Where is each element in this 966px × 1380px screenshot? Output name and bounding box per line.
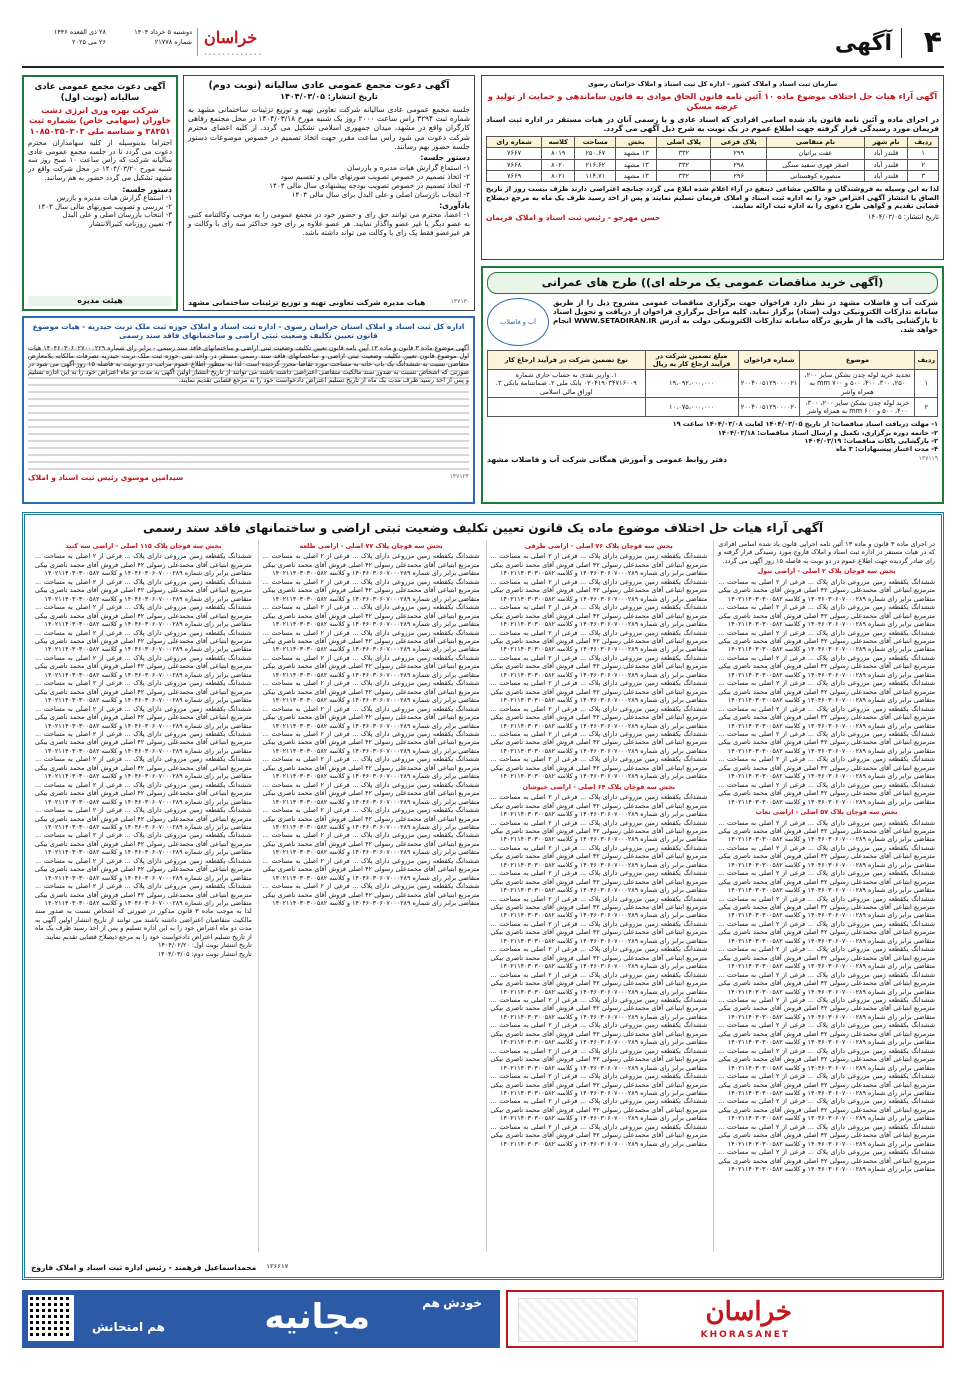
table-cell: ۱۳ مشهد — [616, 148, 657, 159]
land-section-title: بخش سه قوچان پلاک ۶۴ اصلی - اراضی خیوشان — [522, 782, 676, 791]
table-cell: تجدید خرید لوله چدن نشکن سایز ۲۰۰، ۲۵۰، ۳۰۰، ۴۰۰، ۵۰۰ و ۷۰۰ mm به همراه واشر — [800, 370, 915, 398]
land-entry: ششدانگ یکقطعه زمین مزروعی دارای پلاک ... فرعی از ۲ اصلی به مساحت ... مترمربع ابتیاعی آقای محمدعلی رسولی ۴۲ اصلی فروش آقای محمد ناصری بیکی متقاضی برابر رای شماره ۱۴۰۴۶۰۳۰۶۰۷۰۰۰۲۸۹ و کلاسه ۱۴۰۲۱۱۴۰۳۰۳۰۰۵۸۲ — [35, 552, 252, 578]
ad-land-big — [22, 512, 944, 1280]
land-entry: ششدانگ یکقطعه زمین مزروعی دارای پلاک ... فرعی از ۲ اصلی به مساحت ... مترمربع ابتیاعی آقای محمدعلی رسولی ۴۲ اصلی فروش آقای محمد ناصری بیکی متقاضی برابر رای شماره ۱۴۰۴۶۰۳۰۶۰۷۰۰۰۲۸۹ و کلاسه ۱۴۰۲۱۱۴۰۳۰۳۰۰۵۸۲ — [35, 729, 252, 755]
table-row — [487, 170, 939, 181]
table-header-cell: مبلغ تضمین شرکت در فرآیند ارجاع کار به ریال — [645, 350, 738, 369]
land-entry: ششدانگ یکقطعه زمین مزروعی دارای پلاک ... فرعی از ۲ اصلی به مساحت ... مترمربع ابتیاعی آقای محمدعلی رسولی ۴۲ اصلی فروش آقای محمد ناصری بیکی متقاضی برابر رای شماره ۱۴۰۴۶۰۳۰۶۰۷۰۰۰۲۸۹ و کلاسه ۱۴۰۲۱۱۴۰۳۰۳۰۰۵۸۲ — [718, 1148, 935, 1174]
ad-assembly1-agenda — [28, 194, 172, 229]
tender-note: ۴- مدت اعتبار پیشنهادات: ۳ ماه — [836, 445, 938, 454]
land-entry: ششدانگ یکقطعه زمین مزروعی دارای پلاک ... فرعی از ۲ اصلی به مساحت ... مترمربع ابتیاعی آقای محمدعلی رسولی ۴۲ اصلی فروش آقای محمد ناصری بیکی متقاضی برابر رای شماره ۱۴۰۴۶۰۳۰۶۰۷۰۰۰۲۸۹ و کلاسه ۱۴۰۲۱۱۴۰۳۰۳۰۰۵۸۲ — [35, 882, 252, 908]
table-cell: ۱ — [915, 370, 938, 398]
ad-tender-notes — [487, 420, 938, 453]
ad-assembly2-title: آگهی دعوت مجمع عمومی عادی سالیانه (نوبت دوم) — [208, 80, 450, 91]
table-cell: ۲۹۸ — [711, 159, 767, 170]
free-ads-banner[interactable] — [22, 1290, 500, 1348]
land-entry: ششدانگ یکقطعه زمین مزروعی دارای پلاک ... فرعی از ۲ اصلی به مساحت ... مترمربع ابتیاعی آقای محمدعلی رسولی ۴۲ اصلی فروش آقای محمد ناصری بیکی متقاضی برابر رای شماره ۱۴۰۴۶۰۳۰۶۰۷۰۰۰۲۸۹ و کلاسه ۱۴۰۲۱۱۴۰۳۰۳۰۰۵۸۲ — [262, 679, 480, 705]
table-cell: ۱ — [908, 148, 939, 159]
land-entry: ششدانگ یکقطعه زمین مزروعی دارای پلاک ... فرعی از ۲ اصلی به مساحت ... مترمربع ابتیاعی آقای محمدعلی رسولی ۴۲ اصلی فروش آقای محمد ناصری بیکی متقاضی برابر رای شماره ۱۴۰۴۶۰۳۰۶۰۷۰۰۰۲۸۹ و کلاسه ۱۴۰۲۱۱۴۰۳۰۳۰۰۵۸۲ — [262, 603, 480, 629]
table-row — [488, 370, 938, 398]
table-cell — [488, 397, 646, 416]
table-cell: اصغر فهری سفید سنگی — [767, 159, 864, 170]
ad-tender-sign: دفتر روابط عمومی و آموزش همگانی شرکت آب و فاضلاب مشهد — [487, 455, 728, 465]
ad-land-big-title: آگهی آراء هیات حل اختلاف موضوع ماده یک قانون تعیین تکلیف وضعیت ثبتی اراضی و ساختمانهای فاقد سند رسمی — [142, 521, 823, 535]
agenda-item: ۲- بررسی و تصویب صورتهای مالی سال ۱۴۰۳ — [37, 202, 172, 211]
ad-assembly2-date: تاریخ انتشار: ۱۴۰۴/۰۳/۰۵ — [280, 91, 378, 101]
land-column — [31, 540, 252, 1252]
agenda-item: ۱- استماع گزارش هیات مدیره و بازرسان — [347, 162, 470, 172]
land-entry: ششدانگ یکقطعه زمین مزروعی دارای پلاک ... فرعی از ۲ اصلی به مساحت ... مترمربع ابتیاعی آقای محمدعلی رسولی ۴۲ اصلی فروش آقای محمد ناصری بیکی متقاضی برابر رای شماره ۱۴۰۴۶۰۳۰۶۰۷۰۰۰۲۸۹ و کلاسه ۱۴۰۲۱۱۴۰۳۰۳۰۰۵۸۲ — [490, 843, 708, 869]
land-entry: ششدانگ یکقطعه زمین مزروعی دارای پلاک ... فرعی از ۲ اصلی به مساحت ... مترمربع ابتیاعی آقای محمدعلی رسولی ۴۲ اصلی فروش آقای محمد ناصری بیکی متقاضی برابر رای شماره ۱۴۰۴۶۰۳۰۶۰۷۰۰۰۲۸۹ و کلاسه ۱۴۰۲۱۱۴۰۳۰۳۰۰۵۸۲ — [35, 856, 252, 882]
land-entry: ششدانگ یکقطعه زمین مزروعی دارای پلاک ... فرعی از ۲ اصلی به مساحت ... مترمربع ابتیاعی آقای محمدعلی رسولی ۴۲ اصلی فروش آقای محمد ناصری بیکی متقاضی برابر رای شماره ۱۴۰۴۶۰۳۰۶۰۷۰۰۰۲۸۹ و کلاسه ۱۴۰۲۱۱۴۰۳۰۳۰۰۵۸۲ — [262, 831, 480, 857]
table-header-cell: نام متقاضی — [767, 137, 864, 148]
ad-tender-code: ۱۳۷۱۱۹ — [918, 455, 938, 463]
ad-land-small-code: ۱۳۷۱۲۴ — [449, 472, 469, 480]
land-entry: ششدانگ یکقطعه زمین مزروعی دارای پلاک ... فرعی از ۲ اصلی به مساحت ... مترمربع ابتیاعی آقای محمدعلی رسولی ۴۲ اصلی فروش آقای محمد ناصری بیکی متقاضی برابر رای شماره ۱۴۰۴۶۰۳۰۶۰۷۰۰۰۲۸۹ و کلاسه ۱۴۰۲۱۱۴۰۳۰۳۰۰۵۸۲ — [262, 856, 480, 882]
land-entry: ششدانگ یکقطعه زمین مزروعی دارای پلاک ... فرعی از ۲ اصلی به مساحت ... مترمربع ابتیاعی آقای محمدعلی رسولی ۴۲ اصلی فروش آقای محمد ناصری بیکی متقاضی برابر رای شماره ۱۴۰۴۶۰۳۰۶۰۷۰۰۰۲۸۹ و کلاسه ۱۴۰۲۱۱۴۰۳۰۳۰۰۵۸۲ — [718, 1122, 935, 1148]
land-entry: ششدانگ یکقطعه زمین مزروعی دارای پلاک ... فرعی از ۲ اصلی به مساحت ... مترمربع ابتیاعی آقای محمدعلی رسولی ۴۲ اصلی فروش آقای محمد ناصری بیکی متقاضی برابر رای شماره ۱۴۰۴۶۰۳۰۶۰۷۰۰۰۲۸۹ و کلاسه ۱۴۰۲۱۱۴۰۳۰۳۰۰۵۸۲ — [718, 679, 935, 705]
land-entry: ششدانگ یکقطعه زمین مزروعی دارای پلاک ... فرعی از ۲ اصلی به مساحت ... مترمربع ابتیاعی آقای محمدعلی رسولی ۴۲ اصلی فروش آقای محمد ناصری بیکی متقاضی برابر رای شماره ۱۴۰۴۶۰۳۰۶۰۷۰۰۰۲۸۹ و کلاسه ۱۴۰۲۱۱۴۰۳۰۳۰۰۵۸۲ — [490, 755, 708, 781]
ad-assembly2-sign: هیات مدیره شرکت تعاونی تهیه و توزیع تزئینات ساختمانی مشهد — [188, 297, 426, 307]
banner-image — [518, 1298, 638, 1342]
banner-big-text: مجانیه — [264, 1297, 370, 1337]
land-entry: ششدانگ یکقطعه زمین مزروعی دارای پلاک ... فرعی از ۲ اصلی به مساحت ... مترمربع ابتیاعی آقای محمدعلی رسولی ۴۲ اصلی فروش آقای محمد ناصری بیکی متقاضی برابر رای شماره ۱۴۰۴۶۰۳۰۶۰۷۰۰۰۲۸۹ و کلاسه ۱۴۰۲۱۱۴۰۳۰۳۰۰۵۸۲ — [490, 919, 708, 945]
table-header-cell: بخش — [616, 137, 657, 148]
gregorian-line: ۲۶ می ۲۰۲۵ — [72, 37, 106, 46]
land-entry: ششدانگ یکقطعه زمین مزروعی دارای پلاک ... فرعی از ۲ اصلی به مساحت ... مترمربع ابتیاعی آقای محمدعلی رسولی ۴۲ اصلی فروش آقای محمد ناصری بیکی متقاضی برابر رای شماره ۱۴۰۴۶۰۳۰۶۰۷۰۰۰۲۸۹ و کلاسه ۱۴۰۲۱۱۴۰۳۰۳۰۰۵۸۲ — [490, 552, 708, 578]
ad-assembly2-agenda — [188, 163, 470, 199]
ad-land-small-sign: سیدامین موسوی رئیس ثبت اسناد و املاک — [28, 472, 184, 482]
banner-text-1: خودش — [443, 1296, 482, 1310]
land-date: تاریخ انتشار نوبت دوم: ۱۴۰۴/۰۳/۰۵ — [157, 949, 252, 958]
land-entry: ششدانگ یکقطعه زمین مزروعی دارای پلاک ... فرعی از ۲ اصلی به مساحت ... مترمربع ابتیاعی آقای محمدعلی رسولی ۴۲ اصلی فروش آقای محمد ناصری بیکی متقاضی برابر رای شماره ۱۴۰۴۶۰۳۰۶۰۷۰۰۰۲۸۹ و کلاسه ۱۴۰۲۱۱۴۰۳۰۳۰۰۵۸۲ — [490, 894, 708, 920]
land-column — [486, 540, 708, 1252]
land-entry: ششدانگ یکقطعه زمین مزروعی دارای پلاک ... فرعی از ۲ اصلی به مساحت ... مترمربع ابتیاعی آقای محمدعلی رسولی ۴۲ اصلی فروش آقای محمد ناصری بیکی متقاضی برابر رای شماره ۱۴۰۴۶۰۳۰۶۰۷۰۰۰۲۸۹ و کلاسه ۱۴۰۲۱۱۴۰۳۰۳۰۰۵۸۲ — [718, 869, 935, 895]
land-entry: ششدانگ یکقطعه زمین مزروعی دارای پلاک ... فرعی از ۲ اصلی به مساحت ... مترمربع ابتیاعی آقای محمدعلی رسولی ۴۲ اصلی فروش آقای محمد ناصری بیکی متقاضی برابر رای شماره ۱۴۰۴۶۰۳۰۶۰۷۰۰۰۲۸۹ و کلاسه ۱۴۰۲۱۱۴۰۳۰۳۰۰۵۸۲ — [718, 1097, 935, 1123]
table-cell: ۱. واریز نقدی به حساب جاری شماره ۰۲۰۴۱۹۰۳۴۷۱۶۰۰۹ بانک ملی ۲. ضمانتنامه بانکی ۳. اوراق مالی اسلامی — [488, 370, 646, 398]
ad-assembly2-code: ۱۳۷۱۳۰ — [450, 297, 470, 305]
agenda-item: ۴- تعیین روزنامه کثیرالانتشار — [89, 220, 172, 229]
table-cell: ۲۹۶ — [711, 170, 767, 181]
land-entry: ششدانگ یکقطعه زمین مزروعی دارای پلاک ... فرعی از ۲ اصلی به مساحت ... مترمربع ابتیاعی آقای محمدعلی رسولی ۴۲ اصلی فروش آقای محمد ناصری بیکی متقاضی برابر رای شماره ۱۴۰۴۶۰۳۰۶۰۷۰۰۰۲۸۹ و کلاسه ۱۴۰۲۱۱۴۰۳۰۳۰۰۵۸۲ — [490, 996, 708, 1021]
land-entry: ششدانگ یکقطعه زمین مزروعی دارای پلاک ... فرعی از ۲ اصلی به مساحت ... مترمربع ابتیاعی آقای محمدعلی رسولی ۴۲ اصلی فروش آقای محمد ناصری بیکی متقاضی برابر رای شماره ۱۴۰۴۶۰۳۰۶۰۷۰۰۰۲۸۹ و کلاسه ۱۴۰۲۱۱۴۰۳۰۳۰۰۵۸۲ — [490, 577, 708, 603]
land-entry: ششدانگ یکقطعه زمین مزروعی دارای پلاک ... فرعی از ۲ اصلی به مساحت ... مترمربع ابتیاعی آقای محمدعلی رسولی ۴۲ اصلی فروش آقای محمد ناصری بیکی متقاضی برابر رای شماره ۱۴۰۴۶۰۳۰۶۰۷۰۰۰۲۸۹ و کلاسه ۱۴۰۲۱۱۴۰۳۰۳۰۰۵۸۲ — [35, 806, 252, 831]
land-footer: لذا به موجب ماده ۳ قانون مذکور در صورتی که اشخاص نسبت به صدور سند مالکیت متقاضیان اعتراضی داشته باشند می توانند از تاریخ انتشار اولین آگهی به مدت دو ماه اعتراض خود را به این اداره تسلیم و پس از اخذ رسید ظرف یک ماه از تاریخ تسلیم اعتراض دادخواست خود را به مرجع ذیصلاح قضایی تقدیم نمایند. — [35, 907, 252, 941]
land-entry: ششدانگ یکقطعه زمین مزروعی دارای پلاک ... فرعی از ۲ اصلی به مساحت ... مترمربع ابتیاعی آقای محمدعلی رسولی ۴۲ اصلی فروش آقای محمد ناصری بیکی متقاضی برابر رای شماره ۱۴۰۴۶۰۳۰۶۰۷۰۰۰۲۸۹ و کلاسه ۱۴۰۲۱۱۴۰۳۰۳۰۰۵۸۲ — [35, 628, 252, 654]
ad-dispute-title: آگهی آراء هیات حل اختلاف موضوع ماده ۱۰ آئین نامه قانون الحاق موادی به قانون ساماندهی و حمایت از تولید و عرضه مسکن — [487, 91, 938, 112]
table-cell: ۲ — [915, 397, 938, 416]
land-entry: ششدانگ یکقطعه زمین مزروعی دارای پلاک ... فرعی از ۲ اصلی به مساحت ... مترمربع ابتیاعی آقای محمدعلی رسولی ۴۲ اصلی فروش آقای محمد ناصری بیکی متقاضی برابر رای شماره ۱۴۰۴۶۰۳۰۶۰۷۰۰۰۲۸۹ و کلاسه ۱۴۰۲۱۱۴۰۳۰۳۰۰۵۸۲ — [262, 704, 480, 730]
table-row — [488, 397, 938, 416]
table-cell: خرید لوله چدن نشکن سایز ۲۰۰، ۳۰۰، ۴۰۰، ۵۰۰ و ۶۰۰ mm به همراه واشر — [800, 397, 915, 416]
land-column — [713, 540, 935, 1252]
land-entry: ششدانگ یکقطعه زمین مزروعی دارای پلاک ... فرعی از ۲ اصلی به مساحت ... مترمربع ابتیاعی آقای محمدعلی رسولی ۴۲ اصلی فروش آقای محمد ناصری بیکی متقاضی برابر رای شماره ۱۴۰۴۶۰۳۰۶۰۷۰۰۰۲۸۹ و کلاسه ۱۴۰۲۱۱۴۰۳۰۳۰۰۵۸۲ — [35, 755, 252, 781]
land-entry: ششدانگ یکقطعه زمین مزروعی دارای پلاک ... فرعی از ۲ اصلی به مساحت ... مترمربع ابتیاعی آقای محمدعلی رسولی ۴۲ اصلی فروش آقای محمد ناصری بیکی متقاضی برابر رای شماره ۱۴۰۴۶۰۳۰۶۰۷۰۰۰۲۸۹ و کلاسه ۱۴۰۲۱۱۴۰۳۰۳۰۰۵۸۲ — [262, 755, 480, 781]
agenda-item: ۲- اتخاذ تصمیم در خصوص تصویب صورتهای مالی و تقسیم سود — [280, 171, 470, 181]
ad-assembly1-company: شرکت بهره وری انرژی دشت خاوران (سهامی خاص) بشماره ثبت ۳۸۳۵۱ و شناسه ملی ۱۰۸۵۰۳۵۰۳۰۳ — [29, 105, 171, 136]
ad-land-big-sign: محمداسماعیل فرهمند - رئیس اداره ثبت اسناد و املاک فاروج — [31, 1262, 257, 1272]
khorasanet-logo-fa: خراسان — [705, 1297, 792, 1327]
table-header-cell: پلاک اصلی — [657, 137, 711, 148]
date-info — [122, 28, 192, 48]
land-entry: ششدانگ یکقطعه زمین مزروعی دارای پلاک ... فرعی از ۲ اصلی به مساحت ... مترمربع ابتیاعی آقای محمدعلی رسولی ۴۲ اصلی فروش آقای محمد ناصری بیکی متقاضی برابر رای شماره ۱۴۰۴۶۰۳۰۶۰۷۰۰۰۲۸۹ و کلاسه ۱۴۰۲۱۱۴۰۳۰۳۰۰۵۸۲ — [490, 793, 708, 819]
land-date: تاریخ انتشار نوبت اول: ۱۴۰۴/۰۲/۲۰ — [158, 941, 252, 950]
land-entry: ششدانگ یکقطعه زمین مزروعی دارای پلاک ... فرعی از ۲ اصلی به مساحت ... مترمربع ابتیاعی آقای محمدعلی رسولی ۴۲ اصلی فروش آقای محمد ناصری بیکی متقاضی برابر رای شماره ۱۴۰۴۶۰۳۰۶۰۷۰۰۰۲۸۹ و کلاسه ۱۴۰۲۱۱۴۰۳۰۳۰۰۵۸۲ — [262, 577, 480, 603]
land-entry: ششدانگ یکقطعه زمین مزروعی دارای پلاک ... فرعی از ۲ اصلی به مساحت ... مترمربع ابتیاعی آقای محمدعلی رسولی ۴۲ اصلی فروش آقای محمد ناصری بیکی متقاضی برابر رای شماره ۱۴۰۴۶۰۳۰۶۰۷۰۰۰۲۸۹ و کلاسه ۱۴۰۲۱۱۴۰۳۰۳۰۰۵۸۲ — [718, 729, 935, 755]
table-cell: ۱۹،۰۹۲،۰۰۰،۰۰۰ — [645, 370, 738, 398]
land-entry: ششدانگ یکقطعه زمین مزروعی دارای پلاک ... فرعی از ۲ اصلی به مساحت ... مترمربع ابتیاعی آقای محمدعلی رسولی ۴۲ اصلی فروش آقای محمد ناصری بیکی متقاضی برابر رای شماره ۱۴۰۴۶۰۳۰۶۰۷۰۰۰۲۸۹ و کلاسه ۱۴۰۲۱۱۴۰۳۰۳۰۰۵۸۲ — [490, 818, 708, 844]
table-cell: ۳ — [908, 170, 939, 181]
table-cell: ۲ — [908, 159, 939, 170]
table-cell: ۲۰۰۴۰۰۵۱۲۹۰۰۰۰۲۱ — [738, 370, 800, 398]
land-entry: ششدانگ یکقطعه زمین مزروعی دارای پلاک ... فرعی از ۲ اصلی به مساحت ... مترمربع ابتیاعی آقای محمدعلی رسولی ۴۲ اصلی فروش آقای محمد ناصری بیکی متقاضی برابر رای شماره ۱۴۰۴۶۰۳۰۶۰۷۰۰۰۲۸۹ و کلاسه ۱۴۰۲۱۱۴۰۳۰۳۰۰۵۸۲ — [490, 628, 708, 654]
khorasanet-logo-en: KHORASANET — [700, 1330, 790, 1340]
table-cell: ۲۱۶.۶۲ — [575, 159, 616, 170]
banner-text-3: هم — [422, 1296, 440, 1310]
land-entry: ششدانگ یکقطعه زمین مزروعی دارای پلاک ... فرعی از ۲ اصلی به مساحت ... مترمربع ابتیاعی آقای محمدعلی رسولی ۴۲ اصلی فروش آقای محمد ناصری بیکی متقاضی برابر رای شماره ۱۴۰۴۶۰۳۰۶۰۷۰۰۰۲۸۹ و کلاسه ۱۴۰۲۱۱۴۰۳۰۳۰۰۵۸۲ — [718, 1046, 935, 1072]
table-header-cell: مساحت — [575, 137, 616, 148]
header-rule — [22, 66, 944, 68]
issue-line: شماره ۲۱۷۷۸ — [154, 37, 192, 46]
land-entry: ششدانگ یکقطعه زمین مزروعی دارای پلاک ... فرعی از ۲ اصلی به مساحت ... مترمربع ابتیاعی آقای محمدعلی رسولی ۴۲ اصلی فروش آقای محمد ناصری بیکی متقاضی برابر رای شماره ۱۴۰۴۶۰۳۰۶۰۷۰۰۰۲۸۹ و کلاسه ۱۴۰۲۱۱۴۰۳۰۳۰۰۵۸۲ — [490, 945, 708, 971]
land-entry: ششدانگ یکقطعه زمین مزروعی دارای پلاک ... فرعی از ۲ اصلی به مساحت ... مترمربع ابتیاعی آقای محمدعلی رسولی ۴۲ اصلی فروش آقای محمد ناصری بیکی متقاضی برابر رای شماره ۱۴۰۴۶۰۳۰۶۰۷۰۰۰۲۸۹ و کلاسه ۱۴۰۲۱۱۴۰۳۰۳۰۰۵۸۲ — [718, 818, 935, 844]
land-entry: ششدانگ یکقطعه زمین مزروعی دارای پلاک ... فرعی از ۲ اصلی به مساحت ... مترمربع ابتیاعی آقای محمدعلی رسولی ۴۲ اصلی فروش آقای محمد ناصری بیکی متقاضی برابر رای شماره ۱۴۰۴۶۰۳۰۶۰۷۰۰۰۲۸۹ و کلاسه ۱۴۰۲۱۱۴۰۳۰۳۰۰۵۸۲ — [490, 869, 708, 895]
table-cell: قلندر آباد — [864, 159, 908, 170]
land-section-title: بخش سه قوچان پلاک ۵۷ اصلی - اراضی نغاب — [755, 808, 898, 817]
table-row — [487, 148, 939, 159]
table-cell: ۸۰۲۰ — [542, 159, 575, 170]
land-entry: ششدانگ یکقطعه زمین مزروعی دارای پلاک ... فرعی از ۲ اصلی به مساحت ... مترمربع ابتیاعی آقای محمدعلی رسولی ۴۲ اصلی فروش آقای محمد ناصری بیکی متقاضی برابر رای شماره ۱۴۰۴۶۰۳۰۶۰۷۰۰۰۲۸۹ و کلاسه ۱۴۰۲۱۱۴۰۳۰۳۰۰۵۸۲ — [718, 1072, 935, 1097]
agenda-item: ۱- استماع گزارش هیات مدیره و بازرس — [56, 193, 172, 202]
table-cell: ۱۱۴.۷۱ — [575, 170, 616, 181]
land-section-title: بخش سه قوچان پلاک ۷۶ اصلی - اراضی طرقی — [525, 542, 673, 550]
ad-tender — [481, 266, 944, 504]
ad-dispute-date: تاریخ انتشار: ۱۴۰۴/۰۳/۰۵ — [867, 212, 939, 221]
land-intro: در اجرای ماده ۳ قانون و ماده ۱۳ آئین نامه اجرایی قانون یاد شده اسامی افرادی که در هیات مستقر در اداره ثبت اسناد و املاک فاروج مورد رسیدگی قرار گرفته و رای صادر گردیده جهت اطلاع عموم در دو نوبت به فاصله ۱۵ روز آگهی می گردد. — [718, 540, 935, 565]
land-entry: ششدانگ یکقطعه زمین مزروعی دارای پلاک ... فرعی از ۲ اصلی به مساحت ... مترمربع ابتیاعی آقای محمدعلی رسولی ۴۲ اصلی فروش آقای محمد ناصری بیکی متقاضی برابر رای شماره ۱۴۰۴۶۰۳۰۶۰۷۰۰۰۲۸۹ و کلاسه ۱۴۰۲۱۱۴۰۳۰۳۰۰۵۸۲ — [262, 806, 480, 831]
ad-assembly1-agenda-title: دستور جلسه: — [122, 184, 172, 194]
land-entry: ششدانگ یکقطعه زمین مزروعی دارای پلاک ... فرعی از ۲ اصلی به مساحت ... مترمربع ابتیاعی آقای محمدعلی رسولی ۴۲ اصلی فروش آقای محمد ناصری بیکی متقاضی برابر رای شماره ۱۴۰۴۶۰۳۰۶۰۷۰۰۰۲۸۹ و کلاسه ۱۴۰۲۱۱۴۰۳۰۳۰۰۵۸۲ — [262, 628, 480, 654]
agenda-item: ۳- اتخاذ تصمیم در خصوص تصویب بودجه پیشنهادی سال مالی ۱۴۰۴ — [269, 180, 470, 190]
newspaper-logo: خراسان — [204, 28, 258, 47]
land-entry: ششدانگ یکقطعه زمین مزروعی دارای پلاک ... فرعی از ۲ اصلی به مساحت ... مترمربع ابتیاعی آقای محمدعلی رسولی ۴۲ اصلی فروش آقای محمد ناصری بیکی متقاضی برابر رای شماره ۱۴۰۴۶۰۳۰۶۰۷۰۰۰۲۸۹ و کلاسه ۱۴۰۲۱۱۴۰۳۰۳۰۰۵۸۲ — [35, 679, 252, 705]
header-separator — [901, 28, 902, 58]
land-entry: ششدانگ یکقطعه زمین مزروعی دارای پلاک ... فرعی از ۲ اصلی به مساحت ... مترمربع ابتیاعی آقای محمدعلی رسولی ۴۲ اصلی فروش آقای محمد ناصری بیکی متقاضی برابر رای شماره ۱۴۰۴۶۰۳۰۶۰۷۰۰۰۲۸۹ و کلاسه ۱۴۰۲۱۱۴۰۳۰۳۰۰۵۸۲ — [490, 679, 708, 705]
hijri-line: ۲۸ ذی القعده ۱۴۴۶ — [53, 28, 106, 36]
table-row — [487, 159, 939, 170]
land-entry: ششدانگ یکقطعه زمین مزروعی دارای پلاک ... فرعی از ۲ اصلی به مساحت ... مترمربع ابتیاعی آقای محمدعلی رسولی ۴۲ اصلی فروش آقای محمد ناصری بیکی متقاضی برابر رای شماره ۱۴۰۴۶۰۳۰۶۰۷۰۰۰۲۸۹ و کلاسه ۱۴۰۲۱۱۴۰۳۰۳۰۰۵۸۲ — [490, 1046, 708, 1072]
ad-dispute-footer: لذا به این وسیله به فروشندگان و مالکین مشاعی ذینفع در آراء اعلام شده ابلاغ می گردد چنانچه اعتراضی دارند ظرف بیست روز از تاریخ الصاق یا انتشار آگهی اعتراض خود را به اداره ثبت اسناد و املاک فریمان تسلیم نمایند و پس از اخذ رسید ظرف یک ماه به مرجع ذیصلاح قضایی تقدیم و گواهی طرح دعوی را به اداره ثبت ارائه نمایند. — [486, 185, 939, 211]
table-cell: منصوره کوهستانی — [767, 170, 864, 181]
land-entry: ششدانگ یکقطعه زمین مزروعی دارای پلاک ... فرعی از ۲ اصلی به مساحت ... مترمربع ابتیاعی آقای محمدعلی رسولی ۴۲ اصلی فروش آقای محمد ناصری بیکی متقاضی برابر رای شماره ۱۴۰۴۶۰۳۰۶۰۷۰۰۰۲۸۹ و کلاسه ۱۴۰۲۱۱۴۰۳۰۳۰۰۵۸۲ — [490, 1122, 708, 1148]
land-entry: ششدانگ یکقطعه زمین مزروعی دارای پلاک ... فرعی از ۲ اصلی به مساحت ... مترمربع ابتیاعی آقای محمدعلی رسولی ۴۲ اصلی فروش آقای محمد ناصری بیکی متقاضی برابر رای شماره ۱۴۰۴۶۰۳۰۶۰۷۰۰۰۲۸۹ و کلاسه ۱۴۰۲۱۱۴۰۳۰۳۰۰۵۸۲ — [718, 577, 935, 603]
ad-tender-table — [487, 350, 938, 418]
table-cell: ۲۰۰۴۰۰۵۱۲۹۰۰۰۰۲۰ — [738, 397, 800, 416]
table-header-cell: نوع تضمین شرکت در فرآیند ارجاع کار — [488, 350, 646, 369]
qr-code-icon — [28, 1295, 74, 1341]
table-cell: ۲۹۹ — [711, 148, 767, 159]
agenda-item: ۴- انتخاب بازرسان اصلی و علی البدل برای سال مالی ۱۴۰۴ — [291, 189, 470, 199]
land-entry: ششدانگ یکقطعه زمین مزروعی دارای پلاک ... فرعی از ۲ اصلی به مساحت ... مترمربع ابتیاعی آقای محمدعلی رسولی ۴۲ اصلی فروش آقای محمد ناصری بیکی متقاضی برابر رای شماره ۱۴۰۴۶۰۳۰۶۰۷۰۰۰۲۸۹ و کلاسه ۱۴۰۲۱۱۴۰۳۰۳۰۰۵۸۲ — [35, 603, 252, 629]
table-header-cell: شماره رای — [487, 137, 542, 148]
land-entry: ششدانگ یکقطعه زمین مزروعی دارای پلاک ... فرعی از ۲ اصلی به مساحت ... مترمربع ابتیاعی آقای محمدعلی رسولی ۴۲ اصلی فروش آقای محمد ناصری بیکی متقاضی برابر رای شماره ۱۴۰۴۶۰۳۰۶۰۷۰۰۰۲۸۹ و کلاسه ۱۴۰۲۱۱۴۰۳۰۳۰۰۵۸۲ — [718, 919, 935, 945]
ad-dispute-sign: حسن مهرجو - رئیس ثبت اسناد و املاک فریمان — [486, 212, 661, 222]
land-entry: ششدانگ یکقطعه زمین مزروعی دارای پلاک ... فرعی از ۲ اصلی به مساحت ... مترمربع ابتیاعی آقای محمدعلی رسولی ۴۲ اصلی فروش آقای محمد ناصری بیکی متقاضی برابر رای شماره ۱۴۰۴۶۰۳۰۶۰۷۰۰۰۲۸۹ و کلاسه ۱۴۰۲۱۱۴۰۳۰۳۰۰۵۸۲ — [262, 729, 480, 755]
ad-dispute — [481, 75, 944, 260]
page-section: آگهی — [834, 31, 892, 56]
ad-tender-title: (آگهی خرید مناقصات عمومی یک مرحله ای)) طرح های عمرانی — [541, 276, 884, 289]
ad-assembly2-notes-title: یادآوری: — [439, 200, 470, 210]
land-entry: ششدانگ یکقطعه زمین مزروعی دارای پلاک ... فرعی از ۲ اصلی به مساحت ... مترمربع ابتیاعی آقای محمدعلی رسولی ۴۲ اصلی فروش آقای محمد ناصری بیکی متقاضی برابر رای شماره ۱۴۰۴۶۰۳۰۶۰۷۰۰۰۲۸۹ و کلاسه ۱۴۰۲۱۱۴۰۳۰۳۰۰۵۸۲ — [490, 729, 708, 755]
land-entry: ششدانگ یکقطعه زمین مزروعی دارای پلاک ... فرعی از ۲ اصلی به مساحت ... مترمربع ابتیاعی آقای محمدعلی رسولی ۴۲ اصلی فروش آقای محمد ناصری بیکی متقاضی برابر رای شماره ۱۴۰۴۶۰۳۰۶۰۷۰۰۰۲۸۹ و کلاسه ۱۴۰۲۱۱۴۰۳۰۳۰۰۵۸۲ — [35, 704, 252, 730]
land-entry: ششدانگ یکقطعه زمین مزروعی دارای پلاک ... فرعی از ۲ اصلی به مساحت ... مترمربع ابتیاعی آقای محمدعلی رسولی ۴۲ اصلی فروش آقای محمد ناصری بیکی متقاضی برابر رای شماره ۱۴۰۴۶۰۳۰۶۰۷۰۰۰۲۸۹ و کلاسه ۱۴۰۲۱۱۴۰۳۰۳۰۰۵۸۲ — [35, 831, 252, 857]
ad-dispute-org: سازمان ثبت اسناد و املاک کشور - اداره کل ثبت اسناد و املاک خراسان رضوی — [587, 80, 838, 88]
tender-note: ۳- بازگشایی پاکات مناقصات: ۱۴۰۴/۰۳/۱۹ — [804, 436, 938, 445]
land-entry: ششدانگ یکقطعه زمین مزروعی دارای پلاک ... فرعی از ۲ اصلی به مساحت ... مترمربع ابتیاعی آقای محمدعلی رسولی ۴۲ اصلی فروش آقای محمد ناصری بیکی متقاضی برابر رای شماره ۱۴۰۴۶۰۳۰۶۰۷۰۰۰۲۸۹ و کلاسه ۱۴۰۲۱۱۴۰۳۰۳۰۰۵۸۲ — [262, 653, 480, 679]
land-entry: ششدانگ یکقطعه زمین مزروعی دارای پلاک ... فرعی از ۲ اصلی به مساحت ... مترمربع ابتیاعی آقای محمدعلی رسولی ۴۲ اصلی فروش آقای محمد ناصری بیکی متقاضی برابر رای شماره ۱۴۰۴۶۰۳۰۶۰۷۰۰۰۲۸۹ و کلاسه ۱۴۰۲۱۱۴۰۳۰۳۰۰۵۸۲ — [35, 780, 252, 806]
table-cell: ۷۶۶۷ — [487, 148, 542, 159]
date-line: دوشنبه ۵ خرداد ۱۴۰۴ — [134, 28, 192, 36]
banner-text-2: هم امتحانش — [92, 1320, 165, 1334]
header-divider — [197, 28, 198, 56]
agenda-item: ۳- انتخاب بازرسان اصلی و علی البدل — [62, 211, 172, 220]
ad-assembly-second — [183, 75, 475, 311]
land-entry: ششدانگ یکقطعه زمین مزروعی دارای پلاک ... فرعی از ۲ اصلی به مساحت ... مترمربع ابتیاعی آقای محمدعلی رسولی ۴۲ اصلی فروش آقای محمد ناصری بیکی متقاضی برابر رای شماره ۱۴۰۴۶۰۳۰۶۰۷۰۰۰۲۸۹ و کلاسه ۱۴۰۲۱۱۴۰۳۰۳۰۰۵۸۲ — [718, 1021, 935, 1047]
land-entry: ششدانگ یکقطعه زمین مزروعی دارای پلاک ... فرعی از ۲ اصلی به مساحت ... مترمربع ابتیاعی آقای محمدعلی رسولی ۴۲ اصلی فروش آقای محمد ناصری بیکی متقاضی برابر رای شماره ۱۴۰۴۶۰۳۰۶۰۷۰۰۰۲۸۹ و کلاسه ۱۴۰۲۱۱۴۰۳۰۳۰۰۵۸۲ — [718, 755, 935, 781]
tender-note: ۱- مهلت دریافت اسناد مناقصات: از تاریخ ۱۴۰۴/۰۳/۰۵ لغایت ۱۴۰۴/۰۳/۰۸ ساعت ۱۹ — [672, 420, 938, 429]
land-entry: ششدانگ یکقطعه زمین مزروعی دارای پلاک ... فرعی از ۲ اصلی به مساحت ... مترمربع ابتیاعی آقای محمدعلی رسولی ۴۲ اصلی فروش آقای محمد ناصری بیکی متقاضی برابر رای شماره ۱۴۰۴۶۰۳۰۶۰۷۰۰۰۲۸۹ و کلاسه ۱۴۰۲۱۱۴۰۳۰۳۰۰۵۸۲ — [718, 843, 935, 869]
land-entry: ششدانگ یکقطعه زمین مزروعی دارای پلاک ... فرعی از ۲ اصلی به مساحت ... مترمربع ابتیاعی آقای محمدعلی رسولی ۴۲ اصلی فروش آقای محمد ناصری بیکی متقاضی برابر رای شماره ۱۴۰۴۶۰۳۰۶۰۷۰۰۰۲۸۹ و کلاسه ۱۴۰۲۱۱۴۰۳۰۳۰۰۵۸۲ — [718, 704, 935, 730]
land-entry: ششدانگ یکقطعه زمین مزروعی دارای پلاک ... فرعی از ۲ اصلی به مساحت ... مترمربع ابتیاعی آقای محمدعلی رسولی ۴۲ اصلی فروش آقای محمد ناصری بیکی متقاضی برابر رای شماره ۱۴۰۴۶۰۳۰۶۰۷۰۰۰۲۸۹ و کلاسه ۱۴۰۲۱۱۴۰۳۰۳۰۰۵۸۲ — [35, 577, 252, 603]
land-entry: ششدانگ یکقطعه زمین مزروعی دارای پلاک ... فرعی از ۲ اصلی به مساحت ... مترمربع ابتیاعی آقای محمدعلی رسولی ۴۲ اصلی فروش آقای محمد ناصری بیکی متقاضی برابر رای شماره ۱۴۰۴۶۰۳۰۶۰۷۰۰۰۲۸۹ و کلاسه ۱۴۰۲۱۱۴۰۳۰۳۰۰۵۸۲ — [262, 552, 480, 578]
table-cell: قلندر آباد — [864, 170, 908, 181]
ad-land-small-title: اداره کل ثبت اسناد و املاک استان خراسان رضوی - اداره ثبت اسناد و املاک حوزه ثبت ملک تربت حیدریه - هیات موضوع قانون تعیین تکلیف وضعیت ثبتی اراضی و ساختمانهای فاقد سند رسمی — [32, 322, 465, 341]
land-entry: ششدانگ یکقطعه زمین مزروعی دارای پلاک ... فرعی از ۲ اصلی به مساحت ... مترمربع ابتیاعی آقای محمدعلی رسولی ۴۲ اصلی فروش آقای محمد ناصری بیکی متقاضی برابر رای شماره ۱۴۰۴۶۰۳۰۶۰۷۰۰۰۲۸۹ و کلاسه ۱۴۰۲۱۱۴۰۳۰۳۰۰۵۸۲ — [718, 945, 935, 971]
land-entry: ششدانگ یکقطعه زمین مزروعی دارای پلاک ... فرعی از ۲ اصلی به مساحت ... مترمربع ابتیاعی آقای محمدعلی رسولی ۴۲ اصلی فروش آقای محمد ناصری بیکی متقاضی برابر رای شماره ۱۴۰۴۶۰۳۰۶۰۷۰۰۰۲۸۹ و کلاسه ۱۴۰۲۱۱۴۰۳۰۳۰۰۵۸۲ — [718, 603, 935, 629]
ad-assembly2-agenda-title: دستور جلسه: — [420, 153, 470, 163]
ad-assembly2-body: جلسه مجمع عمومی عادی سالیانه شرکت تعاونی تهیه و توزیع تزئینات ساختمانی مشهد به شماره ثبت ۳۲۹۴ راس ساعت ۲۰۰۰ روز یک شنبه مورخ ۱۴۰۴/۰۳/۱۸ در محل مجتمع رفاهی کارگران واقع در مشهد، میدان جمهوری اسلامی تشکیل می گردد. از کلیه اعضای محترم شرکت دعوت می شود راس ساعت مقرر جهت اتخاذ تصمیم در خصوص موضوعات دستور جلسه حضور بهم رسانند. — [188, 104, 471, 151]
ad-assembly1-sign: هیئت مدیره — [28, 296, 172, 306]
ad-dispute-intro: در اجرای ماده و آئین نامه قانون یاد شده اسامی افرادی که اسناد عادی و یا رسمی آنان در هیات مستقر در اداره ثبت اسناد فریمان مورد رسیدگی قرار گرفته جهت اطلاع عموم در یک نوبت به شرح ذیل آگهی می گردد. — [486, 114, 939, 133]
land-entry: ششدانگ یکقطعه زمین مزروعی دارای پلاک ... فرعی از ۲ اصلی به مساحت ... مترمربع ابتیاعی آقای محمدعلی رسولی ۴۲ اصلی فروش آقای محمد ناصری بیکی متقاضی برابر رای شماره ۱۴۰۴۶۰۳۰۶۰۷۰۰۰۲۸۹ و کلاسه ۱۴۰۲۱۱۴۰۳۰۳۰۰۵۸۲ — [718, 996, 935, 1021]
land-entry: ششدانگ یکقطعه زمین مزروعی دارای پلاک ... فرعی از ۲ اصلی به مساحت ... مترمربع ابتیاعی آقای محمدعلی رسولی ۴۲ اصلی فروش آقای محمد ناصری بیکی متقاضی برابر رای شماره ۱۴۰۴۶۰۳۰۶۰۷۰۰۰۲۸۹ و کلاسه ۱۴۰۲۱۱۴۰۳۰۳۰۰۵۸۲ — [718, 653, 935, 679]
ad-dispute-table — [486, 136, 939, 182]
land-entry: ششدانگ یکقطعه زمین مزروعی دارای پلاک ... فرعی از ۲ اصلی به مساحت ... مترمربع ابتیاعی آقای محمدعلی رسولی ۴۲ اصلی فروش آقای محمد ناصری بیکی متقاضی برابر رای شماره ۱۴۰۴۶۰۳۰۶۰۷۰۰۰۲۸۹ و کلاسه ۱۴۰۲۱۱۴۰۳۰۳۰۰۵۸۲ — [718, 970, 935, 996]
table-cell: ۷۶۶۸ — [487, 159, 542, 170]
logo-underline: • • • • • • • • • • • • • — [204, 52, 262, 58]
land-entry: ششدانگ یکقطعه زمین مزروعی دارای پلاک ... فرعی از ۲ اصلی به مساحت ... مترمربع ابتیاعی آقای محمدعلی رسولی ۴۲ اصلی فروش آقای محمد ناصری بیکی متقاضی برابر رای شماره ۱۴۰۴۶۰۳۰۶۰۷۰۰۰۲۸۹ و کلاسه ۱۴۰۲۱۱۴۰۳۰۳۰۰۵۸۲ — [490, 704, 708, 730]
table-header-cell: ردیف — [908, 137, 939, 148]
land-entry: ششدانگ یکقطعه زمین مزروعی دارای پلاک ... فرعی از ۲ اصلی به مساحت ... مترمربع ابتیاعی آقای محمدعلی رسولی ۴۲ اصلی فروش آقای محمد ناصری بیکی متقاضی برابر رای شماره ۱۴۰۴۶۰۳۰۶۰۷۰۰۰۲۸۹ و کلاسه ۱۴۰۲۱۱۴۰۳۰۳۰۰۵۸۲ — [490, 1021, 708, 1047]
land-entry: ششدانگ یکقطعه زمین مزروعی دارای پلاک ... فرعی از ۲ اصلی به مساحت ... مترمربع ابتیاعی آقای محمدعلی رسولی ۴۲ اصلی فروش آقای محمد ناصری بیکی متقاضی برابر رای شماره ۱۴۰۴۶۰۳۰۶۰۷۰۰۰۲۸۹ و کلاسه ۱۴۰۲۱۱۴۰۳۰۳۰۰۵۸۲ — [490, 970, 708, 996]
table-cell: عفت براتیان — [767, 148, 864, 159]
ad-assembly1-body: احتراما بدینوسیله از کلیه سهامداران محترم دعوت می گردد تا در جلسه مجمع عمومی عادی سالیانه شرکت که راس ساعت ۱۰ صبح روز سه شنبه مورخ ۱۴۰۴/۰۳/۲۰ در محل شرکت واقع در مشهد تشکیل می گردد حضور به هم رسانند. — [28, 138, 173, 182]
khorasanet-banner[interactable] — [506, 1290, 944, 1348]
table-header-cell: موضوع — [800, 350, 915, 369]
land-entry: ششدانگ یکقطعه زمین مزروعی دارای پلاک ... فرعی از ۲ اصلی به مساحت ... مترمربع ابتیاعی آقای محمدعلی رسولی ۴۲ اصلی فروش آقای محمد ناصری بیکی متقاضی برابر رای شماره ۱۴۰۴۶۰۳۰۶۰۷۰۰۰۲۸۹ و کلاسه ۱۴۰۲۱۱۴۰۳۰۳۰۰۵۸۲ — [490, 653, 708, 679]
land-entry: ششدانگ یکقطعه زمین مزروعی دارای پلاک ... فرعی از ۲ اصلی به مساحت ... مترمربع ابتیاعی آقای محمدعلی رسولی ۴۲ اصلی فروش آقای محمد ناصری بیکی متقاضی برابر رای شماره ۱۴۰۴۶۰۳۰۶۰۷۰۰۰۲۸۹ و کلاسه ۱۴۰۲۱۱۴۰۳۰۳۰۰۵۸۲ — [262, 882, 480, 908]
land-entry: ششدانگ یکقطعه زمین مزروعی دارای پلاک ... فرعی از ۲ اصلی به مساحت ... مترمربع ابتیاعی آقای محمدعلی رسولی ۴۲ اصلی فروش آقای محمد ناصری بیکی متقاضی برابر رای شماره ۱۴۰۴۶۰۳۰۶۰۷۰۰۰۲۸۹ و کلاسه ۱۴۰۲۱۱۴۰۳۰۳۰۰۵۸۲ — [490, 1072, 708, 1097]
table-cell: ۷۶۶۹ — [487, 170, 542, 181]
table-cell: ۸۰۲۱ — [542, 170, 575, 181]
ad-land-big-code: ۱۳۶۶۱۷ — [266, 1262, 289, 1270]
table-cell: ۱۳ مشهد — [616, 170, 657, 181]
table-header-cell: کلاسه — [542, 137, 575, 148]
water-company-logo — [487, 298, 549, 346]
land-entry: ششدانگ یکقطعه زمین مزروعی دارای پلاک ... فرعی از ۲ اصلی به مساحت ... مترمربع ابتیاعی آقای محمدعلی رسولی ۴۲ اصلی فروش آقای محمد ناصری بیکی متقاضی برابر رای شماره ۱۴۰۴۶۰۳۰۶۰۷۰۰۰۲۸۹ و کلاسه ۱۴۰۲۱۱۴۰۳۰۳۰۰۵۸۲ — [718, 894, 935, 920]
land-entry: ششدانگ یکقطعه زمین مزروعی دارای پلاک ... فرعی از ۲ اصلی به مساحت ... مترمربع ابتیاعی آقای محمدعلی رسولی ۴۲ اصلی فروش آقای محمد ناصری بیکی متقاضی برابر رای شماره ۱۴۰۴۶۰۳۰۶۰۷۰۰۰۲۸۹ و کلاسه ۱۴۰۲۱۱۴۰۳۰۳۰۰۵۸۲ — [490, 603, 708, 629]
table-cell: ۱۰،۰۷۵،۰۰۰،۰۰۰ — [645, 397, 738, 416]
hijri-info — [36, 28, 106, 48]
table-cell: ۳۳۲ — [657, 170, 711, 181]
page-number: ۴ — [923, 25, 942, 60]
table-header-cell: شماره فراخوان — [738, 350, 800, 369]
land-entry: ششدانگ یکقطعه زمین مزروعی دارای پلاک ... فرعی از ۲ اصلی به مساحت ... مترمربع ابتیاعی آقای محمدعلی رسولی ۴۲ اصلی فروش آقای محمد ناصری بیکی متقاضی برابر رای شماره ۱۴۰۴۶۰۳۰۶۰۷۰۰۰۲۸۹ و کلاسه ۱۴۰۲۱۱۴۰۳۰۳۰۰۵۸۲ — [718, 628, 935, 654]
ad-tender-intro: شرکت آب و فاضلاب مشهد در نظر دارد فراخوان جهت برگزاری مناقصات عمومی مشروح ذیل را از طریق سامانه تدارکات الکترونیکی دولت (ستاد) برگزار نماید. کلیه مراحل برگزاری فراخوان از دریافت و تحویل اسناد تا بازگشایی پاکت ها از طریق درگاه سامانه تدارکات الکترونیکی دولت به آدرس WWW.SETADIRAN.IR انجام خواهد شد. — [553, 297, 938, 334]
ad-assembly1-title: آگهی دعوت مجمع عمومی عادی سالیانه (نوبت اول) — [34, 81, 166, 102]
land-entry: ششدانگ یکقطعه زمین مزروعی دارای پلاک ... فرعی از ۲ اصلی به مساحت ... مترمربع ابتیاعی آقای محمدعلی رسولی ۴۲ اصلی فروش آقای محمد ناصری بیکی متقاضی برابر رای شماره ۱۴۰۴۶۰۳۰۶۰۷۰۰۰۲۸۹ و کلاسه ۱۴۰۲۱۱۴۰۳۰۳۰۰۵۸۲ — [718, 780, 935, 806]
land-entry: ششدانگ یکقطعه زمین مزروعی دارای پلاک ... فرعی از ۲ اصلی به مساحت ... مترمربع ابتیاعی آقای محمدعلی رسولی ۴۲ اصلی فروش آقای محمد ناصری بیکی متقاضی برابر رای شماره ۱۴۰۴۶۰۳۰۶۰۷۰۰۰۲۸۹ و کلاسه ۱۴۰۲۱۱۴۰۳۰۳۰۰۵۸۲ — [35, 653, 252, 679]
ad-assembly-first — [22, 75, 178, 311]
table-header-cell: نام شهر — [864, 137, 908, 148]
table-cell: ۸۰۱۹ — [542, 148, 575, 159]
land-entry: ششدانگ یکقطعه زمین مزروعی دارای پلاک ... فرعی از ۲ اصلی به مساحت ... مترمربع ابتیاعی آقای محمدعلی رسولی ۴۲ اصلی فروش آقای محمد ناصری بیکی متقاضی برابر رای شماره ۱۴۰۴۶۰۳۰۶۰۷۰۰۰۲۸۹ و کلاسه ۱۴۰۲۱۱۴۰۳۰۳۰۰۵۸۲ — [490, 1097, 708, 1123]
ad-land-small-body: آگهی موضوع ماده ۳ قانون و ماده ۱۳ آیین نامه قانون تعیین تکلیف وضعیت ثبتی اراضی و ساختمانهای فاقد سند رسمی - برابر رای شماره ۱۴۰۴۶۰۳۰۶۰۲۷۰۰۰۲۲۹ هیات اول موضوع قانون تعیین تکلیف وضعیت ثبتی اراضی و ساختمانهای فاقد سند رسمی مستقر در واحد ثبتی حوزه ثبت ملک تربت حیدریه تصرفات مالکانه بلامعارض متقاضی نسبت به ششدانگ یک باب خانه به مساحت مورد تقاضا محرز گردیده است. لذا به منظور اطلاع عموم مراتب در دو نوبت به فاصله ۱۵ روز آگهی می شود در صورتی که اشخاص نسبت به صدور سند مالکیت متقاضی اعتراضی داشته باشند می توانند از تاریخ انتشار اولین آگهی به مدت دو ماه اعتراض خود را به این اداره تسلیم و پس از اخذ رسید ظرف مدت یک ماه از تاریخ تسلیم اعتراض دادخواست خود را به مرجع قضایی تقدیم نمایند. — [28, 344, 469, 470]
land-section-title: بخش سه قوچان پلاک ۱۱۵ اصلی - اراضی سه کنید — [65, 542, 222, 550]
land-column — [258, 540, 480, 1252]
table-cell: ۳۳۲ — [657, 159, 711, 170]
land-section-title: بخش سه قوچان پلاک ۲ اصلی - اراضی تبول — [757, 567, 896, 576]
table-header-cell: ردیف — [915, 350, 938, 369]
land-entry: ششدانگ یکقطعه زمین مزروعی دارای پلاک ... فرعی از ۲ اصلی به مساحت ... مترمربع ابتیاعی آقای محمدعلی رسولی ۴۲ اصلی فروش آقای محمد ناصری بیکی متقاضی برابر رای شماره ۱۴۰۴۶۰۳۰۶۰۷۰۰۰۲۸۹ و کلاسه ۱۴۰۲۱۱۴۰۳۰۳۰۰۵۸۲ — [262, 780, 480, 806]
table-cell: قلندر آباد — [864, 148, 908, 159]
ad-assembly2-notes: ۱- اعضا، محترم می توانند حق رای و حضور خود در مجمع عمومی را به موجب وکالتنامه کتبی به عضو دیگر یا غیر عضو واگذار نمایند. هر عضو علاوه بر رای خود حداکثر سه رای با وکالت و هر غیرعضو فقط یک رای با وکالت می تواند داشته باشد. — [188, 209, 470, 237]
logo-label: آب و فاضلاب — [500, 317, 536, 326]
table-cell: ۳۳۲ — [657, 148, 711, 159]
land-section-title: بخش سه قوچان پلاک ۷۷ اصلی - اراضی طلعه — [299, 542, 443, 550]
table-cell: ۲۵۰.۶۷ — [575, 148, 616, 159]
tender-note: ۲- خاتمه دوره برگزاری، تکمیل و ارسال اسناد مناقصات: ۱۴۰۴/۰۳/۱۸ — [717, 428, 938, 437]
table-header-cell: پلاک فرعی — [711, 137, 767, 148]
ad-land-small — [22, 316, 475, 504]
table-cell: ۱۳ مشهد — [616, 159, 657, 170]
page-header — [22, 22, 944, 64]
ad-land-big-columns — [31, 540, 935, 1252]
